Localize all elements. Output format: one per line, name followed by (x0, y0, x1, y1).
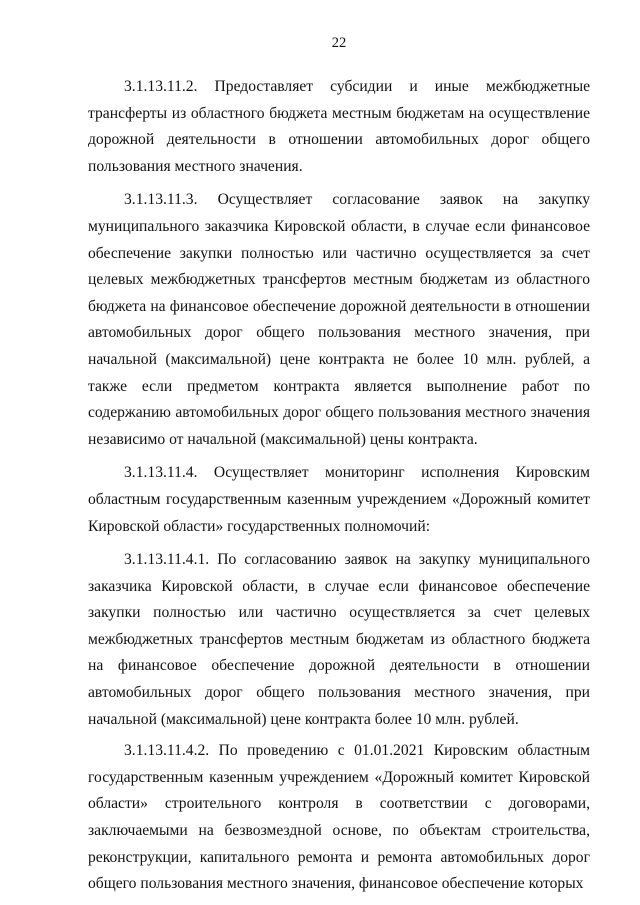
paragraph-3-1-13-11-3: 3.1.13.11.3. Осуществляет согласование заявок на закупку муниципального заказчика Кировской области, в случае если финансовое обеспечение закупки полностью или частично осуществляется за счет целевых межбюджетных трансфертов местным бюджетам из областного бюджета на финансовое обеспечение дорожной деятельности в отношении автомобильных дорог общего пользования местного значения, при начальной (максимальной) цене контракта не более 10 млн. рублей, а также если предметом контракта является выполнение работ по содержанию автомобильных дорог общего пользования местного значения независимо от начальной (максимальной) цены контракта. (88, 191, 590, 448)
paragraph-3-1-13-11-2: 3.1.13.11.2. Предоставляет субсидии и иные межбюджетные трансферты из областного бюджета местным бюджетам на осуществление дорожной деятельности в отношении автомобильных дорог общего пользования местного значения. (88, 78, 590, 175)
paragraph-3-1-13-11-4-1: 3.1.13.11.4.1. По согласованию заявок на закупку муниципального заказчика Кировской области, в случае если финансовое обеспечение закупки полностью или частично осуществляется за счет целевых межбюджетных трансфертов местным бюджетам из областного бюджета на финансовое обеспечение дорожной деятельности в отношении автомобильных дорог общего пользования местного значения, при начальной (максимальной) цене контракта более 10 млн. рублей. (88, 551, 590, 728)
paragraph-3-1-13-11-4-2: 3.1.13.11.4.2. По проведению с 01.01.2021 Кировским областным государственным казенным учреждением «Дорожный комитет Кировской области» строительного контроля в соответствии с договорами, заключаемыми на безвозмездной основе, по объектам строительства, реконструкции, капитального ремонта и ремонта автомобильных дорог общего пользования местного значения, финансовое обеспечение которых (88, 742, 590, 893)
paragraph-3-1-13-11-4: 3.1.13.11.4. Осуществляет мониторинг исполнения Кировским областным государственным казенным учреждением «Дорожный комитет Кировской области» государственных полномочий: (88, 464, 590, 535)
page-number: 22 (331, 35, 347, 51)
